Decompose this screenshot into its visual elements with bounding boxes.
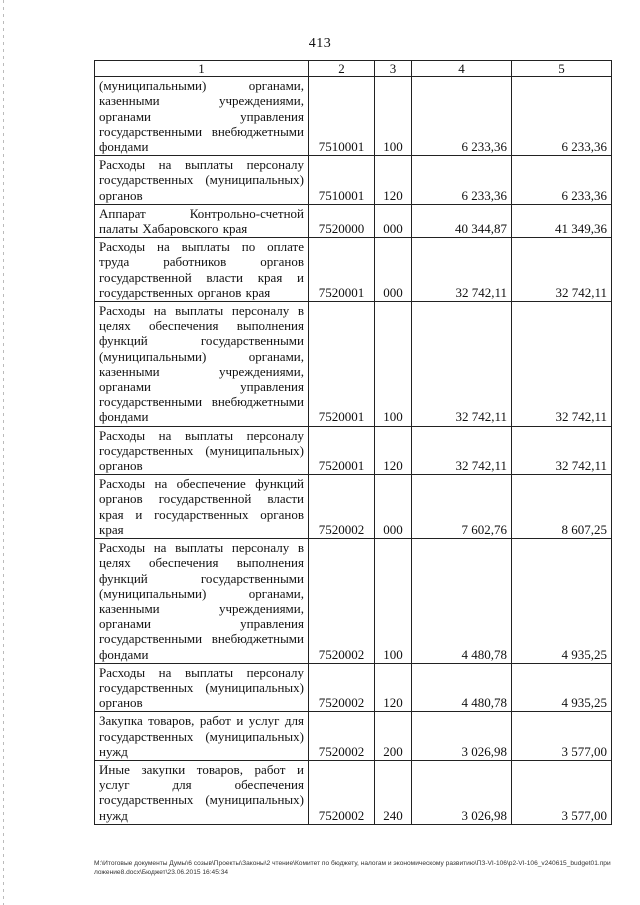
row-code: 7520001 [309, 426, 375, 475]
row-amount-1: 7 602,76 [412, 475, 512, 539]
table-row [95, 539, 612, 664]
row-name: Расходы на выплаты по оплате труда работников органов государственной власти края и государственных органов края [95, 238, 309, 302]
row-code: 7510001 [309, 156, 375, 205]
row-name: (муниципальными) органами, казенными учреждениями, органами управления государственными внебюджетными фондами [95, 77, 309, 156]
row-expense-type: 000 [375, 204, 412, 237]
row-name: Расходы на выплаты персоналу государственных (муниципальных) органов [95, 663, 309, 712]
table-row [95, 77, 612, 156]
row-amount-2: 32 742,11 [512, 302, 612, 427]
table-row [95, 712, 612, 761]
row-code: 7520002 [309, 712, 375, 761]
row-name: Иные закупки товаров, работ и услуг для обеспечения государственных (муниципальных) нужд [95, 760, 309, 824]
row-code: 7520002 [309, 663, 375, 712]
row-amount-1: 6 233,36 [412, 77, 512, 156]
row-amount-1: 3 026,98 [412, 712, 512, 761]
row-amount-2: 3 577,00 [512, 712, 612, 761]
row-amount-1: 6 233,36 [412, 156, 512, 205]
row-expense-type: 100 [375, 539, 412, 664]
row-name: Расходы на выплаты персоналу в целях обеспечения выполнения функций государственными (муниципальными) органами, казенными учреждениями, органами управления государственными внебюджетными фондами [95, 539, 309, 664]
row-amount-1: 40 344,87 [412, 204, 512, 237]
row-expense-type: 100 [375, 77, 412, 156]
row-expense-type: 000 [375, 475, 412, 539]
row-code: 7520002 [309, 475, 375, 539]
budget-table [94, 60, 612, 825]
row-expense-type: 120 [375, 663, 412, 712]
page-number: 413 [308, 36, 332, 51]
row-amount-1: 32 742,11 [412, 426, 512, 475]
table-row [95, 475, 612, 539]
row-expense-type: 240 [375, 760, 412, 824]
row-amount-2: 32 742,11 [512, 426, 612, 475]
table-row [95, 302, 612, 427]
header-col-4: 4 [412, 61, 512, 77]
row-amount-1: 32 742,11 [412, 302, 512, 427]
row-code: 7510001 [309, 77, 375, 156]
header-col-2: 2 [309, 61, 375, 77]
row-amount-2: 4 935,25 [512, 539, 612, 664]
row-amount-2: 41 349,36 [512, 204, 612, 237]
table-header-row [95, 61, 612, 77]
table-row [95, 238, 612, 302]
table-row [95, 204, 612, 237]
row-amount-1: 4 480,78 [412, 663, 512, 712]
row-amount-1: 4 480,78 [412, 539, 512, 664]
header-col-3: 3 [375, 61, 412, 77]
table-row [95, 426, 612, 475]
row-amount-2: 32 742,11 [512, 238, 612, 302]
row-amount-2: 3 577,00 [512, 760, 612, 824]
header-col-1: 1 [95, 61, 309, 77]
row-name: Расходы на обеспечение функций органов государственной власти края и государственных органов края [95, 475, 309, 539]
table-row [95, 156, 612, 205]
row-amount-2: 4 935,25 [512, 663, 612, 712]
row-expense-type: 120 [375, 156, 412, 205]
row-expense-type: 120 [375, 426, 412, 475]
row-name: Аппарат Контрольно-счетной палаты Хабаровского края [95, 204, 309, 237]
document-file-path: М:\Итоговые документы Думы\6 созыв\Проекты\Законы\2 чтение\Комитет по бюджету, налогам и экономическому развитию\ПЗ-VI-106\р2-VI-106_v240615_budget01.приложение8.docx\Бюджет\23.06.2015 16:45:34 [94, 860, 611, 876]
row-name: Расходы на выплаты персоналу государственных (муниципальных) органов [95, 426, 309, 475]
row-amount-2: 6 233,36 [512, 156, 612, 205]
margin-scan-line [3, 0, 4, 905]
row-code: 7520001 [309, 302, 375, 427]
row-code: 7520002 [309, 539, 375, 664]
row-name: Расходы на выплаты персоналу в целях обеспечения выполнения функций государственными (муниципальными) органами, казенными учреждениями, органами управления государственными внебюджетными фондами [95, 302, 309, 427]
row-name: Расходы на выплаты персоналу государственных (муниципальных) органов [95, 156, 309, 205]
header-col-5: 5 [512, 61, 612, 77]
row-expense-type: 100 [375, 302, 412, 427]
table-row [95, 760, 612, 824]
row-amount-2: 8 607,25 [512, 475, 612, 539]
row-expense-type: 000 [375, 238, 412, 302]
row-code: 7520000 [309, 204, 375, 237]
row-code: 7520001 [309, 238, 375, 302]
row-amount-2: 6 233,36 [512, 77, 612, 156]
row-amount-1: 3 026,98 [412, 760, 512, 824]
table-row [95, 663, 612, 712]
row-code: 7520002 [309, 760, 375, 824]
row-amount-1: 32 742,11 [412, 238, 512, 302]
row-name: Закупка товаров, работ и услуг для государственных (муниципальных) нужд [95, 712, 309, 761]
row-expense-type: 200 [375, 712, 412, 761]
